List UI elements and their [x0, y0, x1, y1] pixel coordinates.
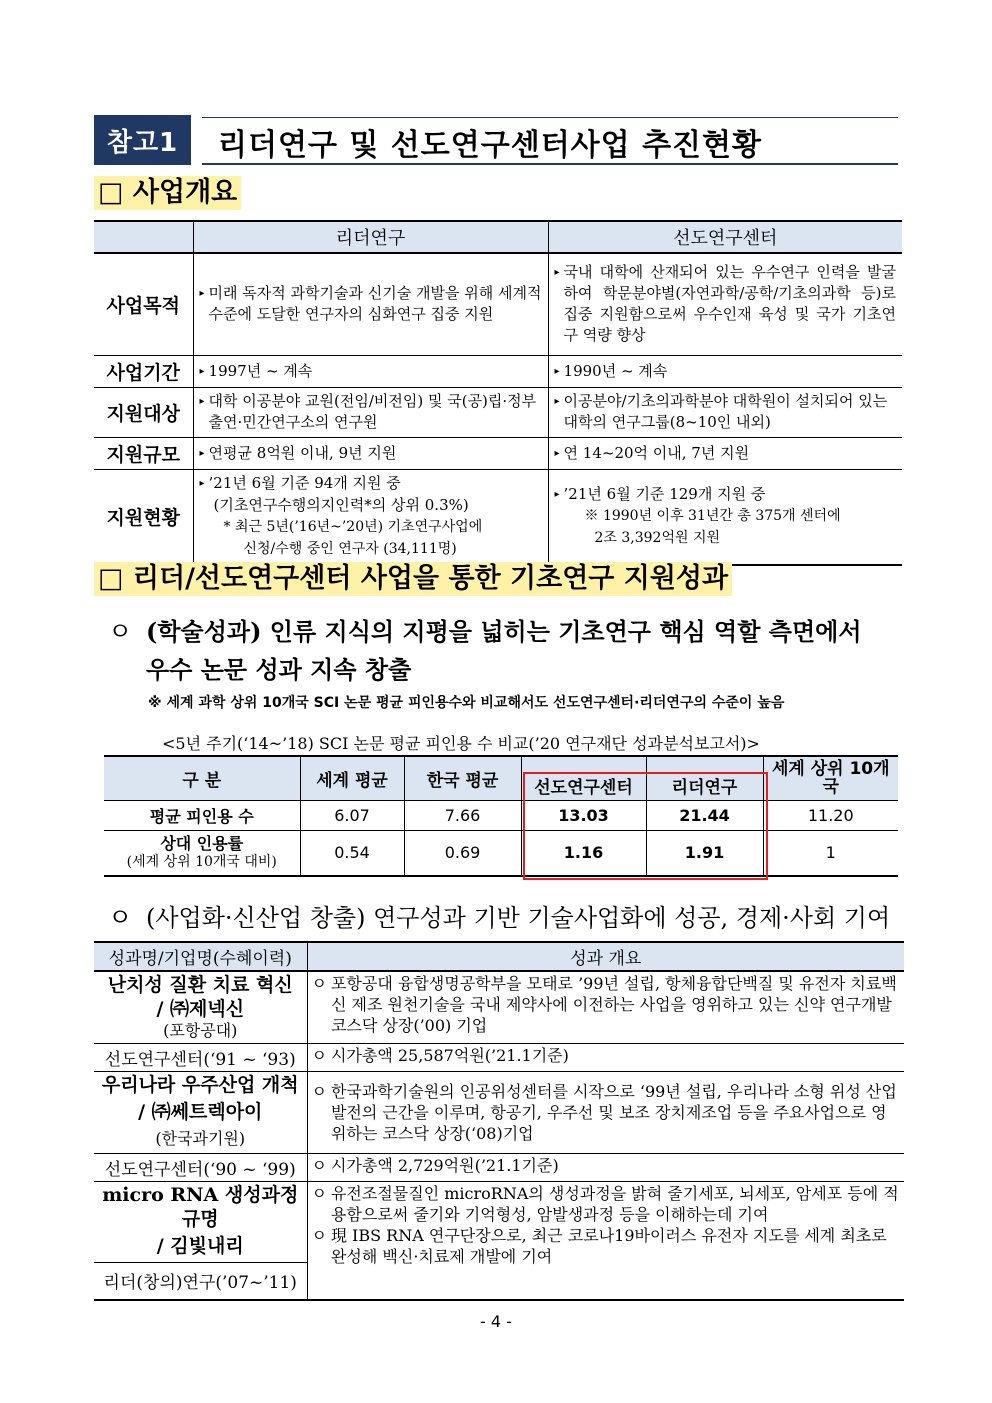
scale-center: ▸ 연 14~20억 이내, 7년 지원	[548, 437, 902, 469]
case-period: 선도연구센터(‘91 ~ ‘93)	[94, 1043, 307, 1071]
bullet-circle-icon: ㅇ	[108, 903, 133, 932]
citation-caption: <5년 주기(‘14~’18) SCI 논문 평균 피인용 수 비교(’20 연구재단 성과분석보고서)>	[162, 734, 760, 753]
page-title: 리더연구 및 선도연구센터사업 추진현황	[218, 128, 762, 163]
status-leader: ▸ ’21년 6월 기준 94개 지원 중 (기초연구수행의지인력*의 상위 0.3%) * 최근 5년(’16년~’20년) 기초연구사업에 신청/수행 중인 연구자 (34,111명)	[193, 469, 548, 565]
section-heading-overview: □ 사업개요	[94, 176, 241, 210]
bullet-circle-icon: ㅇ	[311, 1155, 327, 1175]
citation-cell: 6.07	[300, 800, 404, 830]
bullet-icon: ▸	[554, 447, 560, 459]
case-period: 리더(창의)연구(’07~’11)	[94, 1262, 307, 1300]
case-desc: ㅇ 포항공대 융합생명공학부을 모태로 ’99년 설립, 항체융합단백질 및 유전자 치료백신 제조 원천기술을 국내 제약사에 이전하는 사업을 영위하고 있는 신약 연구개발 코스닥 상장(’00) 기업	[307, 971, 904, 1043]
citation-header-world: 세계 평균	[300, 756, 404, 800]
citation-header-category: 구 분	[104, 756, 300, 800]
cases-header-summary: 성과 개요	[307, 942, 904, 971]
citation-header-korea: 한국 평균	[404, 756, 521, 800]
purpose-center: ▸ 국내 대학에 산재되어 있는 우수연구 인력을 발굴하여 학문분야별(자연과학/공학/기초의과학 등)로 집중 지원함으로써 우수인재 육성 및 국가 기초연구 역량 향상	[548, 253, 902, 355]
case-desc: ㅇ 유전조절물질인 microRNA의 생성과정을 밝혀 줄기세포, 뇌세포, 암세포 등에 적용함으로써 줄기와 기억형성, 암발생과정 등을 이해하는데 기여 ㅇ 現 IBS RNA 연구단장으로, 최근 코로나19바이러스 유전자 지도를 세계 최초로 완성해 백신·치료제 개발에 기여	[307, 1181, 904, 1300]
bullet-icon: ▸	[554, 396, 560, 407]
case-name: 우리나라 우주산업 개척 / ㈜쎄트렉아이 (한국과기원)	[94, 1071, 307, 1153]
bullet-icon: ▸	[554, 365, 560, 377]
bullet-circle-icon: ㅇ	[108, 617, 133, 646]
title-rule-top	[202, 117, 898, 118]
bullet-icon: ▸	[199, 288, 205, 300]
overview-table	[94, 220, 902, 566]
citation-cell: 0.54	[300, 830, 404, 876]
bullet-icon: ▸	[554, 489, 560, 501]
citation-cell: 1	[763, 830, 898, 876]
bullet-circle-icon: ㅇ	[311, 974, 327, 993]
bullet-circle-icon: ㅇ	[311, 1081, 327, 1101]
overview-header-blank	[94, 221, 193, 253]
citation-header-leader: 리더연구	[646, 756, 763, 800]
row-label-purpose: 사업목적	[94, 253, 193, 355]
period-center: ▸ 1990년 ~ 계속	[548, 355, 902, 387]
academic-line-1: (학술성과) 인류 지식의 지평을 넓히는 기초연구 핵심 역할 측면에서	[146, 617, 862, 646]
citation-row-label: 평균 피인용 수	[104, 800, 300, 830]
academic-line-2: 우수 논문 성과 지속 창출	[146, 655, 412, 684]
citation-cell-highlight: 1.91	[646, 830, 763, 876]
case-period: 선도연구센터(‘90 ~ ‘99)	[94, 1153, 307, 1181]
case-name: micro RNA 생성과정 규명 / 김빛내리	[94, 1181, 307, 1262]
bullet-icon: ▸	[199, 365, 205, 377]
cases-table	[94, 941, 904, 1301]
purpose-leader: ▸ 미래 독자적 과학기술과 신기술 개발을 위해 세계적 수준에 도달한 연구자의 심화연구 집중 지원	[193, 253, 548, 355]
case-desc: ㅇ 시가총액 25,587억원(’21.1기준)	[307, 1043, 904, 1071]
page-number: - 4 -	[480, 1312, 512, 1331]
highlight-box	[523, 772, 768, 880]
overview-header-leader: 리더연구	[193, 221, 548, 253]
bullet-circle-icon: ㅇ	[311, 1045, 327, 1065]
overview-header-center: 선도연구센터	[548, 221, 902, 253]
bullet-circle-icon: ㅇ	[311, 1225, 327, 1245]
target-leader: ▸ 대학 이공분야 교원(전임/비전임) 및 국(공)립·정부출연·민간연구소의 연구원	[193, 387, 548, 437]
citation-cell: 0.69	[404, 830, 521, 876]
period-leader: ▸ 1997년 ~ 계속	[193, 355, 548, 387]
citation-row-label: 상대 인용률 (세계 상위 10개국 대비)	[104, 830, 300, 876]
section-heading-results: □ 리더/선도연구센터 사업을 통한 기초연구 지원성과	[94, 562, 732, 596]
case-desc: ㅇ 한국과학기술원의 인공위성센터를 시작으로 ‘99년 설립, 우리나라 소형 위성 산업 발전의 근간을 이루며, 항공기, 우주선 및 보조 장치제조업 등을 주요사업으로 영위하는 코스닥 상장(‘08)기업	[307, 1071, 904, 1153]
target-center: ▸ 이공분야/기초의과학분야 대학원이 설치되어 있는 대학의 연구그룹(8~10인 내외)	[548, 387, 902, 437]
reference-tag: 참고1	[94, 115, 191, 165]
row-label-status: 지원현황	[94, 469, 193, 565]
citation-cell: 11.20	[763, 800, 898, 830]
case-name: 난치성 질환 치료 혁신 / ㈜제넥신 (포항공대)	[94, 971, 307, 1043]
cases-header-name: 성과명/기업명(수혜이력)	[94, 942, 307, 971]
citation-cell-highlight: 1.16	[521, 830, 646, 876]
academic-note: ※ 세계 과학 상위 10개국 SCI 논문 평균 피인용수와 비교해서도 선도연구센터·리더연구의 수준이 높음	[148, 695, 785, 711]
bullet-icon: ▸	[199, 447, 205, 459]
citation-cell-highlight: 13.03	[521, 800, 646, 830]
scale-leader: ▸ 연평균 8억원 이내, 9년 지원	[193, 437, 548, 469]
citation-cell-highlight: 21.44	[646, 800, 763, 830]
bullet-icon: ▸	[199, 396, 205, 407]
case-desc: ㅇ 시가총액 2,729억원(’21.1기준)	[307, 1153, 904, 1181]
bullet-icon: ▸	[199, 478, 205, 490]
bullet-icon: ▸	[554, 267, 560, 279]
row-label-target: 지원대상	[94, 387, 193, 437]
row-label-scale: 지원규모	[94, 437, 193, 469]
status-center: ▸ ’21년 6월 기준 129개 지원 중 ※ 1990년 이후 31년간 총 375개 센터에 2조 3,392억원 지원	[548, 469, 902, 565]
title-rule-bottom	[202, 163, 898, 165]
citation-table	[104, 755, 898, 877]
row-label-period: 사업기간	[94, 355, 193, 387]
citation-header-center: 선도연구센터	[521, 756, 646, 800]
citation-cell: 7.66	[404, 800, 521, 830]
industry-line: (사업화·신산업 창출) 연구성과 기반 기술사업화에 성공, 경제·사회 기여	[146, 904, 891, 932]
citation-header-top10: 세계 상위 10개국	[763, 756, 898, 800]
bullet-circle-icon: ㅇ	[311, 1183, 327, 1203]
